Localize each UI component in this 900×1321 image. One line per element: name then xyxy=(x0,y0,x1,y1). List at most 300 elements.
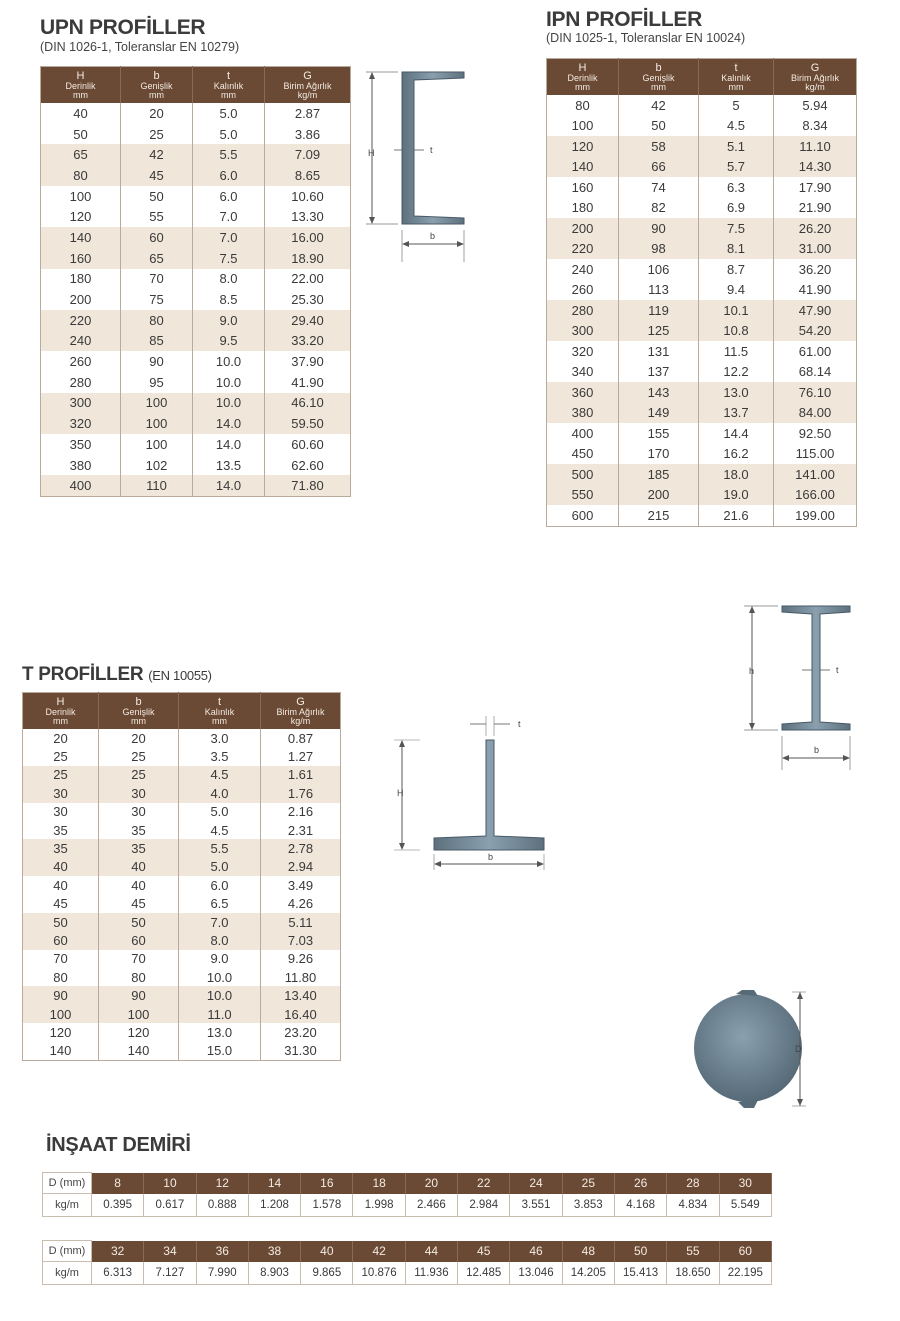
upn-header-1-l1: Genişlik xyxy=(140,81,173,91)
ipn-cell: 13.7 xyxy=(699,403,774,424)
tprof-cell: 80 xyxy=(99,968,179,986)
upn-cell: 7.0 xyxy=(193,206,265,227)
tprof-cell: 2.31 xyxy=(287,822,314,838)
tprof-cell: 31.30 xyxy=(284,1043,317,1059)
rebar-diameter-cell: 50 xyxy=(614,1241,666,1262)
tprof-cell: 1.76 xyxy=(261,784,341,802)
upn-h-label: H xyxy=(368,148,375,158)
upn-cell: 80 xyxy=(41,165,121,186)
ipn-cell: 92.50 xyxy=(798,425,832,441)
rebar-kg-row-label: kg/m xyxy=(43,1194,92,1217)
ipn-header-2-sym: t xyxy=(734,62,738,74)
ipn-cell: 260 xyxy=(547,280,619,301)
tprof-header-2-l2: mm xyxy=(212,716,227,726)
upn-cell: 7.5 xyxy=(193,248,265,269)
ipn-cell: 160 xyxy=(547,177,619,198)
rebar-diameter-cell: 46 xyxy=(510,1241,562,1262)
tprof-cell: 3.49 xyxy=(287,877,314,893)
ipn-cell: 200 xyxy=(547,218,619,239)
table-row xyxy=(23,876,341,894)
upn-cell: 7.0 xyxy=(193,227,265,248)
ipn-cell: 90 xyxy=(619,218,699,239)
rebar-diameter-cell: 20 xyxy=(405,1173,457,1194)
upn-cell: 42 xyxy=(121,144,193,165)
tprof-cell: 100 xyxy=(23,1005,99,1023)
table-row xyxy=(41,144,351,165)
tprof-cell: 5.0 xyxy=(179,858,261,876)
tprof-cell: 80 xyxy=(23,968,99,986)
tprof-cell: 3.0 xyxy=(179,729,261,747)
table-row xyxy=(547,423,857,444)
upn-cell: 10.0 xyxy=(193,351,265,372)
tprof-cell: 60 xyxy=(99,931,179,949)
tprof-header-2 xyxy=(179,693,261,730)
tprof-cell: 9.0 xyxy=(179,950,261,968)
t-profile-diagram xyxy=(390,712,550,872)
upn-cell: 20 xyxy=(121,103,193,124)
ipn-cell: 280 xyxy=(547,300,619,321)
ipn-cell: 26.20 xyxy=(774,218,857,239)
upn-cell: 85 xyxy=(121,331,193,352)
rebar-weight-cell: 6.313 xyxy=(92,1262,144,1285)
table-row xyxy=(547,136,857,157)
table-row xyxy=(41,124,351,145)
ipn-header-0-l1: Derinlik xyxy=(567,73,598,83)
table-row xyxy=(41,434,351,455)
upn-cell: 55 xyxy=(121,206,193,227)
tprof-cell: 11.80 xyxy=(284,969,317,985)
table-row xyxy=(547,218,857,239)
rebar-weight-cell: 8.903 xyxy=(248,1262,300,1285)
table-row xyxy=(23,729,341,747)
upn-cell: 65 xyxy=(121,248,193,269)
table-row xyxy=(23,895,341,913)
upn-header-3-l2: kg/m xyxy=(297,90,318,100)
ipn-cell: 54.20 xyxy=(774,321,857,342)
ipn-t-label: t xyxy=(836,665,839,675)
ipn-cell: 68.14 xyxy=(798,364,832,380)
upn-cell: 320 xyxy=(41,413,121,434)
rebar-diameter-cell: 34 xyxy=(144,1241,196,1262)
rebar-d-row-label: D (mm) xyxy=(43,1173,92,1194)
tprof-cell: 70 xyxy=(23,950,99,968)
tprof-cell: 35 xyxy=(23,839,99,857)
rebar-diameter-cell: 10 xyxy=(144,1173,196,1194)
upn-cell: 50 xyxy=(41,124,121,145)
tprof-cell: 120 xyxy=(23,1023,99,1041)
rebar-weight-row xyxy=(43,1194,772,1217)
table-row xyxy=(41,186,351,207)
ipn-cell: 5 xyxy=(699,95,774,116)
upn-title: UPN PROFİLLER xyxy=(40,16,206,39)
ipn-header-0 xyxy=(547,59,619,96)
upn-cell: 200 xyxy=(41,289,121,310)
tprof-cell: 40 xyxy=(23,876,99,894)
tprof-header-3 xyxy=(261,693,341,730)
tprof-cell: 140 xyxy=(99,1042,179,1061)
ipn-cell: 17.90 xyxy=(798,179,832,195)
upn-cell: 10.0 xyxy=(193,393,265,414)
tprof-header-0-l2: mm xyxy=(53,716,68,726)
rebar-weight-cell: 11.936 xyxy=(405,1262,457,1285)
upn-header-0 xyxy=(41,67,121,104)
table-row xyxy=(23,766,341,784)
table-row xyxy=(547,300,857,321)
upn-cell: 160 xyxy=(41,248,121,269)
upn-cell: 14.0 xyxy=(193,413,265,434)
rebar-weight-cell: 5.549 xyxy=(719,1194,771,1217)
upn-cell: 65 xyxy=(41,144,121,165)
upn-cell: 10.0 xyxy=(193,372,265,393)
ipn-cell: 47.90 xyxy=(774,300,857,321)
upn-subtitle: (DIN 1026-1, Toleranslar EN 10279) xyxy=(40,40,240,54)
upn-cell: 5.0 xyxy=(193,124,265,145)
tprof-cell: 30 xyxy=(23,784,99,802)
rebar-diameter-cell: 42 xyxy=(353,1241,405,1262)
tprof-cell: 1.61 xyxy=(261,766,341,784)
upn-cell: 22.00 xyxy=(291,271,324,287)
ipn-title: IPN PROFİLLER xyxy=(546,8,702,31)
ipn-header-2-l2: mm xyxy=(728,82,744,92)
rebar-diameter-cell: 30 xyxy=(719,1173,771,1194)
upn-header-0-l2: mm xyxy=(73,90,88,100)
rebar-diameter-cell: 12 xyxy=(196,1173,248,1194)
ipn-cell: 137 xyxy=(619,362,699,383)
upn-cell: 3.86 xyxy=(294,126,321,142)
table-row xyxy=(41,331,351,352)
table-row xyxy=(41,206,351,227)
ipn-cell: 100 xyxy=(547,116,619,137)
upn-cell: 90 xyxy=(121,351,193,372)
rebar-diameter-cell: 55 xyxy=(667,1241,719,1262)
ipn-beam-diagram xyxy=(736,600,856,772)
upn-cell: 13.5 xyxy=(193,455,265,476)
rebar-diameter-cell: 8 xyxy=(92,1173,144,1194)
table-row xyxy=(41,165,351,186)
table-row xyxy=(547,157,857,178)
upn-cell: 100 xyxy=(121,393,193,414)
tprof-cell: 4.5 xyxy=(179,821,261,839)
table-row xyxy=(23,784,341,802)
rebar-weight-cell: 2.984 xyxy=(458,1194,510,1217)
ipn-header-3-l1: Birim Ağırlık xyxy=(790,73,839,83)
ipn-header-0-sym: H xyxy=(578,62,587,74)
ipn-cell: 500 xyxy=(547,464,619,485)
ipn-header-1 xyxy=(619,59,699,96)
tprof-cell: 60 xyxy=(23,931,99,949)
t-h-label: H xyxy=(397,788,404,798)
upn-cell: 7.09 xyxy=(265,144,351,165)
upn-cell: 9.5 xyxy=(193,331,265,352)
upn-cell: 62.60 xyxy=(291,457,324,473)
tprof-cell: 11.0 xyxy=(179,1005,261,1023)
tprof-cell: 90 xyxy=(23,986,99,1004)
upn-cell: 2.87 xyxy=(294,105,321,121)
upn-cell: 14.0 xyxy=(193,434,265,455)
upn-cell: 70 xyxy=(121,269,193,290)
tprof-cell: 30 xyxy=(23,803,99,821)
tprof-cell: 7.03 xyxy=(261,931,341,949)
upn-cell: 380 xyxy=(41,455,121,476)
rebar-d-label: D xyxy=(795,1044,802,1054)
ipn-cell: 360 xyxy=(547,382,619,403)
ipn-cell: 21.6 xyxy=(699,505,774,526)
rebar-weight-cell: 0.888 xyxy=(196,1194,248,1217)
tprof-cell: 0.87 xyxy=(287,730,314,746)
rebar-diameter-cell: 38 xyxy=(248,1241,300,1262)
tprof-cell: 50 xyxy=(99,913,179,931)
rebar-diameter-cell: 45 xyxy=(458,1241,510,1262)
ipn-cell: 199.00 xyxy=(795,507,835,523)
t-subtitle: (EN 10055) xyxy=(148,668,212,683)
upn-cell: 6.0 xyxy=(193,186,265,207)
tprof-cell: 50 xyxy=(23,913,99,931)
tprof-cell: 30 xyxy=(99,803,179,821)
upn-header-1-l2: mm xyxy=(149,90,164,100)
ipn-cell: 4.5 xyxy=(699,116,774,137)
table-row xyxy=(547,444,857,465)
upn-cell: 8.5 xyxy=(193,289,265,310)
upn-cell: 60.60 xyxy=(291,436,324,452)
tprof-cell: 40 xyxy=(99,876,179,894)
rebar-diameter-cell: 26 xyxy=(614,1173,666,1194)
ipn-cell: 36.20 xyxy=(798,261,832,277)
ipn-cell: 300 xyxy=(547,321,619,342)
ipn-cell: 320 xyxy=(547,341,619,362)
tprof-cell: 3.5 xyxy=(179,747,261,765)
rebar-weight-cell: 7.127 xyxy=(144,1262,196,1285)
ipn-cell: 6.9 xyxy=(699,198,774,219)
upn-cell: 8.65 xyxy=(265,165,351,186)
table-row xyxy=(23,968,341,986)
ipn-cell: 8.34 xyxy=(802,118,828,134)
upn-t-label: t xyxy=(430,145,433,155)
ipn-cell: 120 xyxy=(547,136,619,157)
ipn-header-3 xyxy=(774,59,857,96)
table-row xyxy=(23,913,341,931)
rebar-cross-section-diagram xyxy=(688,988,818,1112)
ipn-cell: 8.7 xyxy=(699,259,774,280)
ipn-subtitle: (DIN 1025-1, Toleranslar EN 10024) xyxy=(546,31,746,45)
rebar-weight-cell: 7.990 xyxy=(196,1262,248,1285)
tprof-cell: 5.0 xyxy=(179,803,261,821)
tprof-cell: 2.94 xyxy=(261,858,341,876)
rebar-diameter-cell: 25 xyxy=(562,1173,614,1194)
tprof-cell: 13.40 xyxy=(261,986,341,1004)
table-row xyxy=(41,248,351,269)
tprof-cell: 35 xyxy=(23,821,99,839)
tprof-cell: 15.0 xyxy=(179,1042,261,1061)
rebar-diameter-cell: 16 xyxy=(301,1173,353,1194)
rebar-weight-cell: 15.413 xyxy=(614,1262,666,1285)
upn-cell: 25.30 xyxy=(291,292,324,308)
table-row xyxy=(41,227,351,248)
ipn-cell: 41.90 xyxy=(798,282,832,298)
rebar-weight-cell: 3.853 xyxy=(562,1194,614,1217)
upn-header-2-l2: mm xyxy=(221,90,236,100)
tprof-cell: 45 xyxy=(99,895,179,913)
ipn-cell: 180 xyxy=(547,198,619,219)
upn-header-2-l1: Kalınlık xyxy=(213,81,244,91)
tprof-cell: 120 xyxy=(99,1023,179,1041)
tprof-cell: 23.20 xyxy=(284,1024,317,1040)
ipn-header-2-l1: Kalınlık xyxy=(721,73,751,83)
t-table xyxy=(22,692,341,1061)
ipn-cell: 8.1 xyxy=(699,239,774,260)
upn-cell: 9.0 xyxy=(193,310,265,331)
upn-cell: 75 xyxy=(121,289,193,310)
ipn-cell: 340 xyxy=(547,362,619,383)
tprof-header-3-sym: G xyxy=(296,696,305,708)
ipn-cell: 19.0 xyxy=(699,485,774,506)
rebar-weight-cell: 4.834 xyxy=(667,1194,719,1217)
ipn-header-1-l1: Genişlik xyxy=(642,73,675,83)
ipn-cell: 143 xyxy=(619,382,699,403)
ipn-cell: 550 xyxy=(547,485,619,506)
ipn-cell: 14.30 xyxy=(774,157,857,178)
tprof-cell: 25 xyxy=(99,747,179,765)
upn-cell: 5.0 xyxy=(193,103,265,124)
rebar-weight-cell: 22.195 xyxy=(719,1262,771,1285)
upn-cell: 33.20 xyxy=(265,331,351,352)
tprof-header-1-sym: b xyxy=(135,696,142,708)
tprof-cell: 25 xyxy=(23,747,99,765)
ipn-cell: 166.00 xyxy=(774,485,857,506)
table-row xyxy=(547,505,857,526)
tprof-cell: 10.0 xyxy=(179,986,261,1004)
ipn-cell: 10.8 xyxy=(699,321,774,342)
upn-cell: 5.5 xyxy=(193,144,265,165)
rebar-diameter-cell: 32 xyxy=(92,1241,144,1262)
table-row xyxy=(547,362,857,383)
ipn-cell: 240 xyxy=(547,259,619,280)
rebar-weight-cell: 14.205 xyxy=(562,1262,614,1285)
table-row xyxy=(547,239,857,260)
upn-cell: 29.40 xyxy=(265,310,351,331)
rebar-weight-cell: 12.485 xyxy=(458,1262,510,1285)
table-row xyxy=(23,839,341,857)
ipn-header-1-l2: mm xyxy=(651,82,666,92)
rebar-diameter-cell: 44 xyxy=(405,1241,457,1262)
upn-cell: 102 xyxy=(121,455,193,476)
table-row xyxy=(41,455,351,476)
tprof-cell: 4.26 xyxy=(287,896,314,912)
rebar-weight-cell: 0.617 xyxy=(144,1194,196,1217)
table-row xyxy=(23,986,341,1004)
tprof-cell: 35 xyxy=(99,821,179,839)
ipn-cell: 82 xyxy=(619,198,699,219)
upn-cell: 8.0 xyxy=(193,269,265,290)
ipn-cell: 11.5 xyxy=(699,341,774,362)
tprof-cell: 8.0 xyxy=(179,931,261,949)
tprof-cell: 16.40 xyxy=(261,1005,341,1023)
upn-cell: 100 xyxy=(41,186,121,207)
upn-cell: 350 xyxy=(41,434,121,455)
table-row xyxy=(23,1023,341,1041)
ipn-cell: 220 xyxy=(547,239,619,260)
table-row xyxy=(41,351,351,372)
ipn-cell: 84.00 xyxy=(774,403,857,424)
upn-header-3-sym: G xyxy=(303,70,312,82)
rebar-diameter-cell: 60 xyxy=(719,1241,771,1262)
rebar-title: İNŞAAT DEMİRİ xyxy=(46,1134,191,1156)
tprof-header-0-l1: Derinlik xyxy=(45,707,76,717)
rebar-weight-cell: 1.998 xyxy=(353,1194,405,1217)
table-row xyxy=(23,950,341,968)
upn-cell: 100 xyxy=(121,434,193,455)
table-row xyxy=(23,858,341,876)
rebar-weight-cell: 1.578 xyxy=(301,1194,353,1217)
ipn-header-1-sym: b xyxy=(655,62,662,74)
upn-cell: 100 xyxy=(121,413,193,434)
upn-cell: 40 xyxy=(41,103,121,124)
upn-cell: 10.60 xyxy=(291,188,324,204)
upn-cell: 260 xyxy=(41,351,121,372)
rebar-weight-cell: 1.208 xyxy=(248,1194,300,1217)
tprof-cell: 40 xyxy=(99,858,179,876)
ipn-cell: 13.0 xyxy=(699,382,774,403)
upn-cell: 300 xyxy=(41,393,121,414)
ipn-cell: 6.3 xyxy=(699,177,774,198)
ipn-cell: 9.4 xyxy=(699,280,774,301)
rebar-diameter-cell: 14 xyxy=(248,1173,300,1194)
ipn-header-2 xyxy=(699,59,774,96)
table-row xyxy=(23,747,341,765)
tprof-cell: 25 xyxy=(23,766,99,784)
tprof-cell: 9.26 xyxy=(287,951,314,967)
ipn-cell: 450 xyxy=(547,444,619,465)
ipn-b-label: b xyxy=(814,745,820,755)
upn-channel-diagram xyxy=(358,66,478,266)
tprof-cell: 13.0 xyxy=(179,1023,261,1041)
table-row xyxy=(547,280,857,301)
upn-header-0-sym: H xyxy=(76,70,85,82)
upn-cell: 140 xyxy=(41,227,121,248)
upn-header-2-sym: t xyxy=(226,70,231,82)
rebar-diameter-cell: 24 xyxy=(510,1173,562,1194)
ipn-cell: 12.2 xyxy=(699,362,774,383)
upn-cell: 16.00 xyxy=(265,227,351,248)
tprof-cell: 140 xyxy=(23,1042,99,1061)
upn-cell: 18.90 xyxy=(265,248,351,269)
ipn-cell: 18.0 xyxy=(699,464,774,485)
tprof-cell: 5.5 xyxy=(179,839,261,857)
ipn-cell: 380 xyxy=(547,403,619,424)
tprof-cell: 35 xyxy=(99,839,179,857)
table-row xyxy=(547,403,857,424)
ipn-header-0-l2: mm xyxy=(575,82,590,92)
tprof-cell: 1.27 xyxy=(287,749,314,765)
upn-cell: 46.10 xyxy=(265,393,351,414)
ipn-cell: 7.5 xyxy=(699,218,774,239)
upn-header-3 xyxy=(265,67,351,104)
upn-cell: 71.80 xyxy=(265,475,351,496)
ipn-cell: 141.00 xyxy=(774,464,857,485)
table-row xyxy=(547,198,857,219)
upn-cell: 25 xyxy=(121,124,193,145)
tprof-cell: 100 xyxy=(99,1005,179,1023)
tprof-header-2-sym: t xyxy=(217,696,222,708)
upn-header-1-sym: b xyxy=(153,70,160,82)
tprof-header-2-l1: Kalınlık xyxy=(204,707,235,717)
upn-cell: 45 xyxy=(121,165,193,186)
ipn-cell: 5.7 xyxy=(699,157,774,178)
rebar-weight-cell: 0.395 xyxy=(92,1194,144,1217)
table-row xyxy=(547,464,857,485)
tprof-cell: 5.11 xyxy=(261,913,341,931)
ipn-cell: 21.90 xyxy=(798,200,832,216)
ipn-cell: 14.4 xyxy=(699,423,774,444)
